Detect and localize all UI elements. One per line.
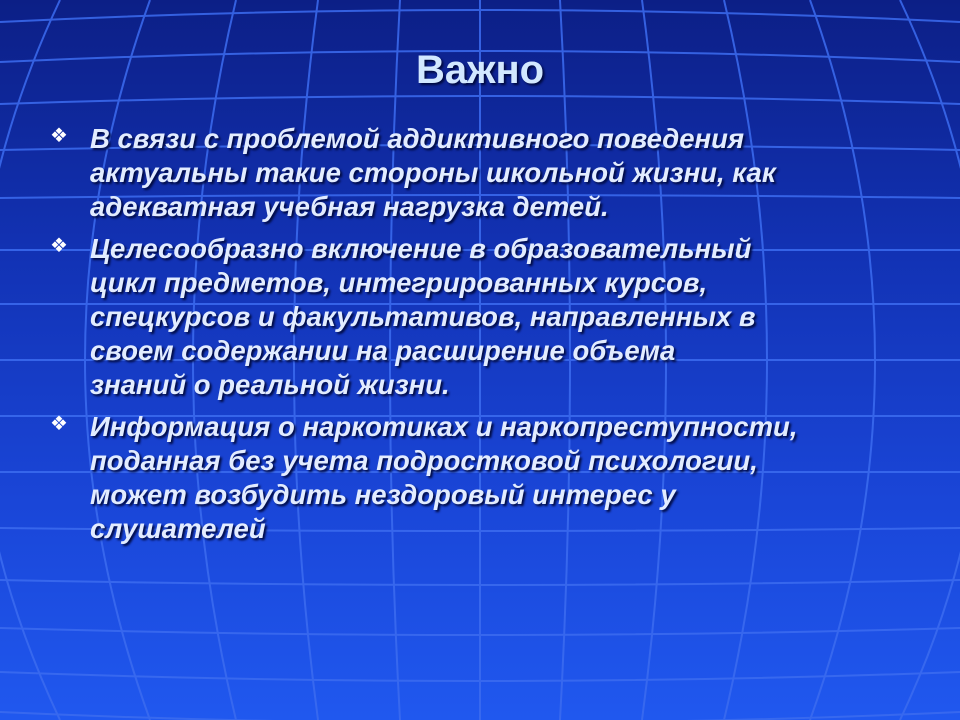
bullet-line: В связи с проблемой аддиктивного поведения xyxy=(90,123,745,154)
bullet-line: слушателей xyxy=(90,513,266,544)
bullet-line: актуальны такие стороны школьной жизни, как xyxy=(90,157,776,188)
bullet-line: поданная без учета подростковой психологии, xyxy=(90,445,758,476)
bullet-text xyxy=(90,410,910,546)
bullet-text xyxy=(90,122,910,224)
bullet-line: своем содержании на расширение объема xyxy=(90,335,676,366)
bullet-item-1 xyxy=(50,122,910,224)
bullet-line: может возбудить нездоровый интерес у xyxy=(90,479,676,510)
diamond-bullet-icon: ❖ xyxy=(50,413,68,435)
bullet-line: знаний о реальной жизни. xyxy=(90,369,450,400)
diamond-bullet-icon: ❖ xyxy=(50,235,68,257)
bullet-line: адекватная учебная нагрузка детей. xyxy=(90,191,609,222)
bullet-item-3 xyxy=(50,410,910,546)
bullet-line: Целесообразно включение в образовательный xyxy=(90,233,752,264)
bullet-line: Информация о наркотиках и наркопреступности, xyxy=(90,411,798,442)
diamond-bullet-icon: ❖ xyxy=(50,125,68,147)
bullet-text xyxy=(90,232,910,402)
slide-title: Важно xyxy=(415,48,545,92)
bullet-line: цикл предметов, интегрированных курсов, xyxy=(90,267,708,298)
bullet-line: спецкурсов и факультативов, направленных в xyxy=(90,301,756,332)
bullet-item-2 xyxy=(50,232,910,402)
bullet-list xyxy=(50,122,910,554)
